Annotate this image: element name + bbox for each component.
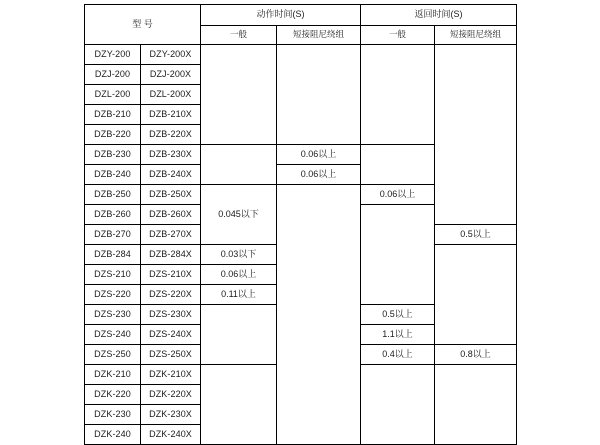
cell-model: DZB-270 [85, 225, 141, 245]
cell-model: DZB-230 [85, 145, 141, 165]
cell-model: DZS-250 [85, 345, 141, 365]
cell-model-x: DZK-240X [141, 425, 201, 445]
cell-action-normal [201, 45, 277, 145]
cell-action-damped: 0.06以上 [277, 165, 361, 185]
cell-model: DZK-240 [85, 425, 141, 445]
header-return-time: 返回时间(S) [361, 5, 517, 26]
cell-return-damped: 0.8以上 [435, 345, 517, 365]
cell-return-damped [435, 245, 517, 345]
cell-action-normal [201, 305, 277, 365]
cell-model-x: DZY-200X [141, 45, 201, 65]
cell-model-x: DZS-240X [141, 325, 201, 345]
cell-model: DZK-210 [85, 365, 141, 385]
cell-model: DZJ-200 [85, 65, 141, 85]
table-head [85, 5, 517, 45]
cell-model-x: DZJ-200X [141, 65, 201, 85]
cell-model: DZS-230 [85, 305, 141, 325]
cell-return-normal [361, 205, 435, 305]
cell-model: DZS-220 [85, 285, 141, 305]
cell-action-damped [277, 45, 361, 145]
cell-model-x: DZK-220X [141, 385, 201, 405]
cell-action-normal: 0.11以上 [201, 285, 277, 305]
header-row-groups [85, 5, 517, 26]
cell-model: DZK-220 [85, 385, 141, 405]
cell-model-x: DZB-284X [141, 245, 201, 265]
cell-model-x: DZB-240X [141, 165, 201, 185]
cell-model: DZB-250 [85, 185, 141, 205]
cell-return-normal: 0.06以上 [361, 185, 435, 205]
cell-return-normal [361, 365, 435, 445]
cell-model: DZB-260 [85, 205, 141, 225]
cell-return-normal [361, 45, 435, 145]
cell-model-x: DZK-210X [141, 365, 201, 385]
cell-action-normal: 0.06以上 [201, 265, 277, 285]
cell-action-normal: 0.03以下 [201, 245, 277, 265]
cell-return-normal [361, 145, 435, 185]
cell-model: DZB-220 [85, 125, 141, 145]
cell-action-normal [201, 145, 277, 185]
cell-model-x: DZS-250X [141, 345, 201, 365]
header-action-time: 动作时间(S) [201, 5, 361, 26]
cell-model-x: DZL-200X [141, 85, 201, 105]
table-row [85, 45, 517, 65]
cell-model: DZB-284 [85, 245, 141, 265]
cell-model: DZS-240 [85, 325, 141, 345]
cell-model-x: DZB-250X [141, 185, 201, 205]
header-return-normal: 一般 [361, 26, 435, 45]
cell-model-x: DZB-270X [141, 225, 201, 245]
cell-action-normal: 0.045以下 [201, 185, 277, 245]
cell-return-normal: 0.4以上 [361, 345, 435, 365]
cell-return-damped [435, 45, 517, 225]
cell-model: DZK-230 [85, 405, 141, 425]
cell-action-normal [201, 365, 277, 445]
cell-action-damped [277, 185, 361, 445]
cell-model: DZB-210 [85, 105, 141, 125]
cell-model: DZY-200 [85, 45, 141, 65]
cell-model-x: DZS-230X [141, 305, 201, 325]
cell-return-normal: 1.1以上 [361, 325, 435, 345]
cell-model: DZB-240 [85, 165, 141, 185]
cell-model-x: DZS-220X [141, 285, 201, 305]
cell-action-damped: 0.06以上 [277, 145, 361, 165]
table-body [85, 45, 517, 445]
cell-return-normal: 0.5以上 [361, 305, 435, 325]
header-model: 型 号 [85, 5, 201, 45]
cell-model-x: DZS-210X [141, 265, 201, 285]
header-return-damped: 短接阻尼绕组 [435, 26, 517, 45]
cell-return-damped [435, 365, 517, 445]
header-action-normal: 一般 [201, 26, 277, 45]
cell-return-damped: 0.5以上 [435, 225, 517, 245]
cell-model: DZS-210 [85, 265, 141, 285]
cell-model-x: DZB-220X [141, 125, 201, 145]
specification-table [84, 4, 517, 445]
header-action-damped: 短接阻尼绕组 [277, 26, 361, 45]
cell-model-x: DZB-260X [141, 205, 201, 225]
cell-model-x: DZB-210X [141, 105, 201, 125]
cell-model-x: DZB-230X [141, 145, 201, 165]
cell-model: DZL-200 [85, 85, 141, 105]
cell-model-x: DZK-230X [141, 405, 201, 425]
